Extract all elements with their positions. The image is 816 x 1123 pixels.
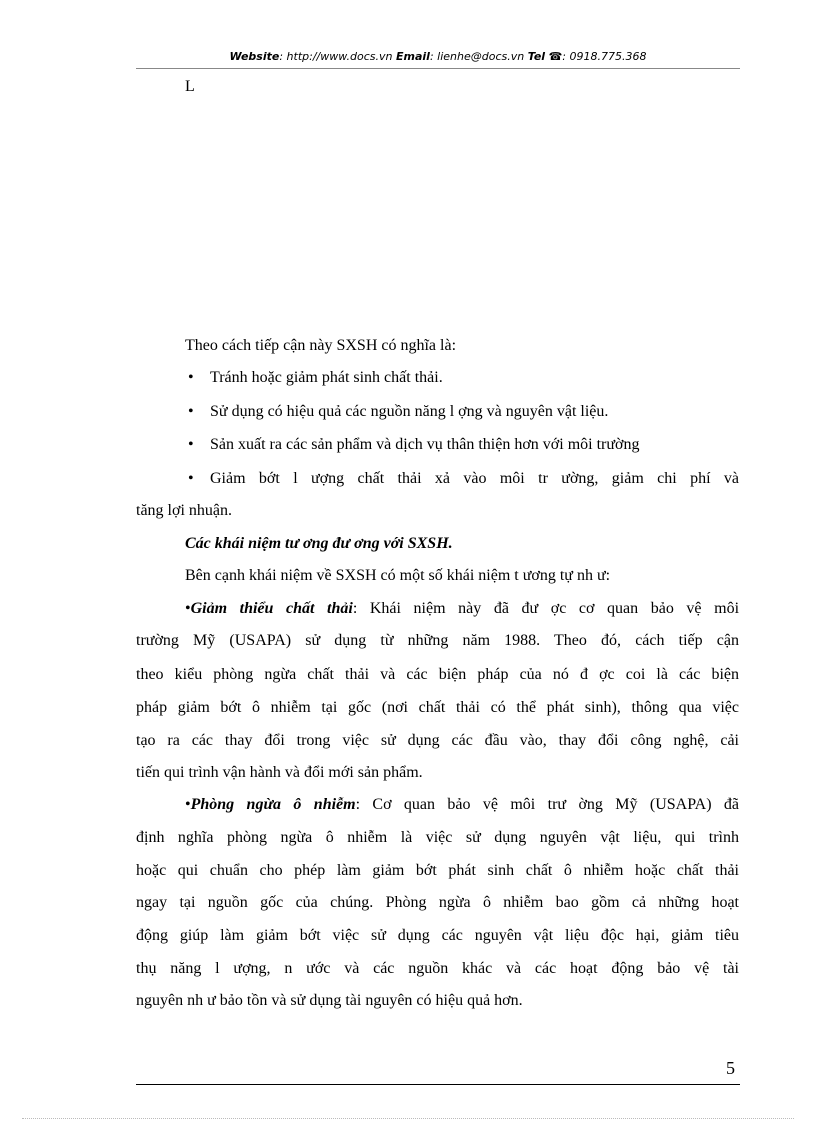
page-number: 5 — [726, 1058, 735, 1078]
paragraph-line: định nghĩa phòng ngừa ô nhiễm là việc sử dụng nguyên vật liệu, qui trình — [136, 829, 739, 846]
intro-paragraph — [185, 330, 739, 362]
bullet-icon: • — [185, 796, 191, 813]
paragraph-line: pháp giảm bớt ô nhiễm tại gốc (nơi chất thải có thể phát sinh), thông qua việc — [136, 699, 739, 716]
bullet-text: Sử dụng có hiệu quả các nguồn năng l ợng và nguyên vật liệu. — [210, 403, 609, 420]
bullet-continuation: tăng lợi nhuận. — [136, 502, 232, 519]
paragraph-line: tạo ra các thay đổi trong việc sử dụng các đầu vào, thay đổi công nghệ, cải — [136, 732, 739, 749]
stray-letter: L — [185, 78, 195, 95]
list-item — [188, 362, 443, 394]
intro-text: Theo cách tiếp cận này SXSH có nghĩa là: — [185, 337, 457, 354]
list-item — [188, 429, 640, 461]
bullet-text: Giảm bớt l ượng chất thải xả vào môi tr ường, giảm chi phí và — [210, 470, 739, 487]
email-label: Email — [396, 50, 430, 63]
section — [185, 528, 739, 592]
paragraph-line: tiến qui trình vận hành và đổi mới sản phẩm. — [136, 764, 423, 781]
tel-value: : 0918.775.368 — [562, 50, 647, 63]
bullet-icon: • — [185, 600, 191, 617]
section-heading: Các khái niệm tư ơng đư ơng với SXSH. — [185, 535, 453, 552]
header-divider — [136, 68, 740, 69]
list-item — [188, 396, 608, 428]
definition-first-line — [185, 789, 739, 821]
phone-icon: ☎ — [548, 50, 563, 63]
definition-text: : Cơ quan bảo vệ môi trư ờng Mỹ (USAPA) đã — [355, 796, 740, 813]
definition-term: Giảm thiểu chất thải — [190, 600, 353, 617]
paragraph-line: hoặc qui chuẩn cho phép làm giảm bớt phát sinh chất ô nhiễm hoặc chất thải — [136, 862, 739, 879]
paragraph-line: theo kiểu phòng ngừa chất thải và các biện pháp của nó đ ợc coi là các biện — [136, 666, 739, 683]
page-header — [136, 50, 740, 63]
definition-item — [185, 593, 739, 625]
tel-label: Tel — [527, 50, 546, 63]
definition-item — [185, 789, 739, 821]
bullet-icon: • — [188, 369, 194, 386]
definition-term: Phòng ngừa ô nhiễm — [190, 796, 356, 813]
paragraph-line: nguyên nh ư bảo tồn và sử dụng tài nguyên có hiệu quả hơn. — [136, 992, 523, 1009]
email-value: : lienhe@docs.vn — [429, 50, 525, 63]
list-item — [188, 463, 739, 495]
definition-first-line — [185, 593, 739, 625]
website-value: : http://www.docs.vn — [279, 50, 393, 63]
bullet-icon: • — [188, 470, 194, 487]
paragraph-line: ngay tại nguồn gốc của chúng. Phòng ngừa ô nhiễm bao gồm cả những hoạt — [136, 894, 739, 911]
paragraph-line: thụ năng l ượng, n ước và các nguồn khác và các hoạt động bảo vệ tài — [136, 960, 739, 977]
bullet-icon: • — [188, 436, 194, 453]
bullet-text: Sản xuất ra các sản phẩm và dịch vụ thân thiện hơn với môi trường — [210, 436, 640, 453]
page-edge-divider — [22, 1118, 794, 1119]
website-label: Website — [229, 50, 280, 63]
definition-text: : Khái niệm này đã đư ợc cơ quan bảo vệ môi — [352, 600, 740, 617]
footer-divider — [136, 1084, 740, 1085]
paragraph-line: động giúp làm giảm bớt việc sử dụng các nguyên vật liệu độc hại, giảm tiêu — [136, 927, 739, 944]
paragraph-line: trường Mỹ (USAPA) sử dụng từ những năm 1988. Theo đó, cách tiếp cận — [136, 632, 739, 649]
bullet-text: Tránh hoặc giảm phát sinh chất thải. — [210, 369, 443, 386]
bullet-icon: • — [188, 403, 194, 420]
section-intro: Bên cạnh khái niệm về SXSH có một số khái niệm t ương tự nh ư: — [185, 567, 611, 584]
